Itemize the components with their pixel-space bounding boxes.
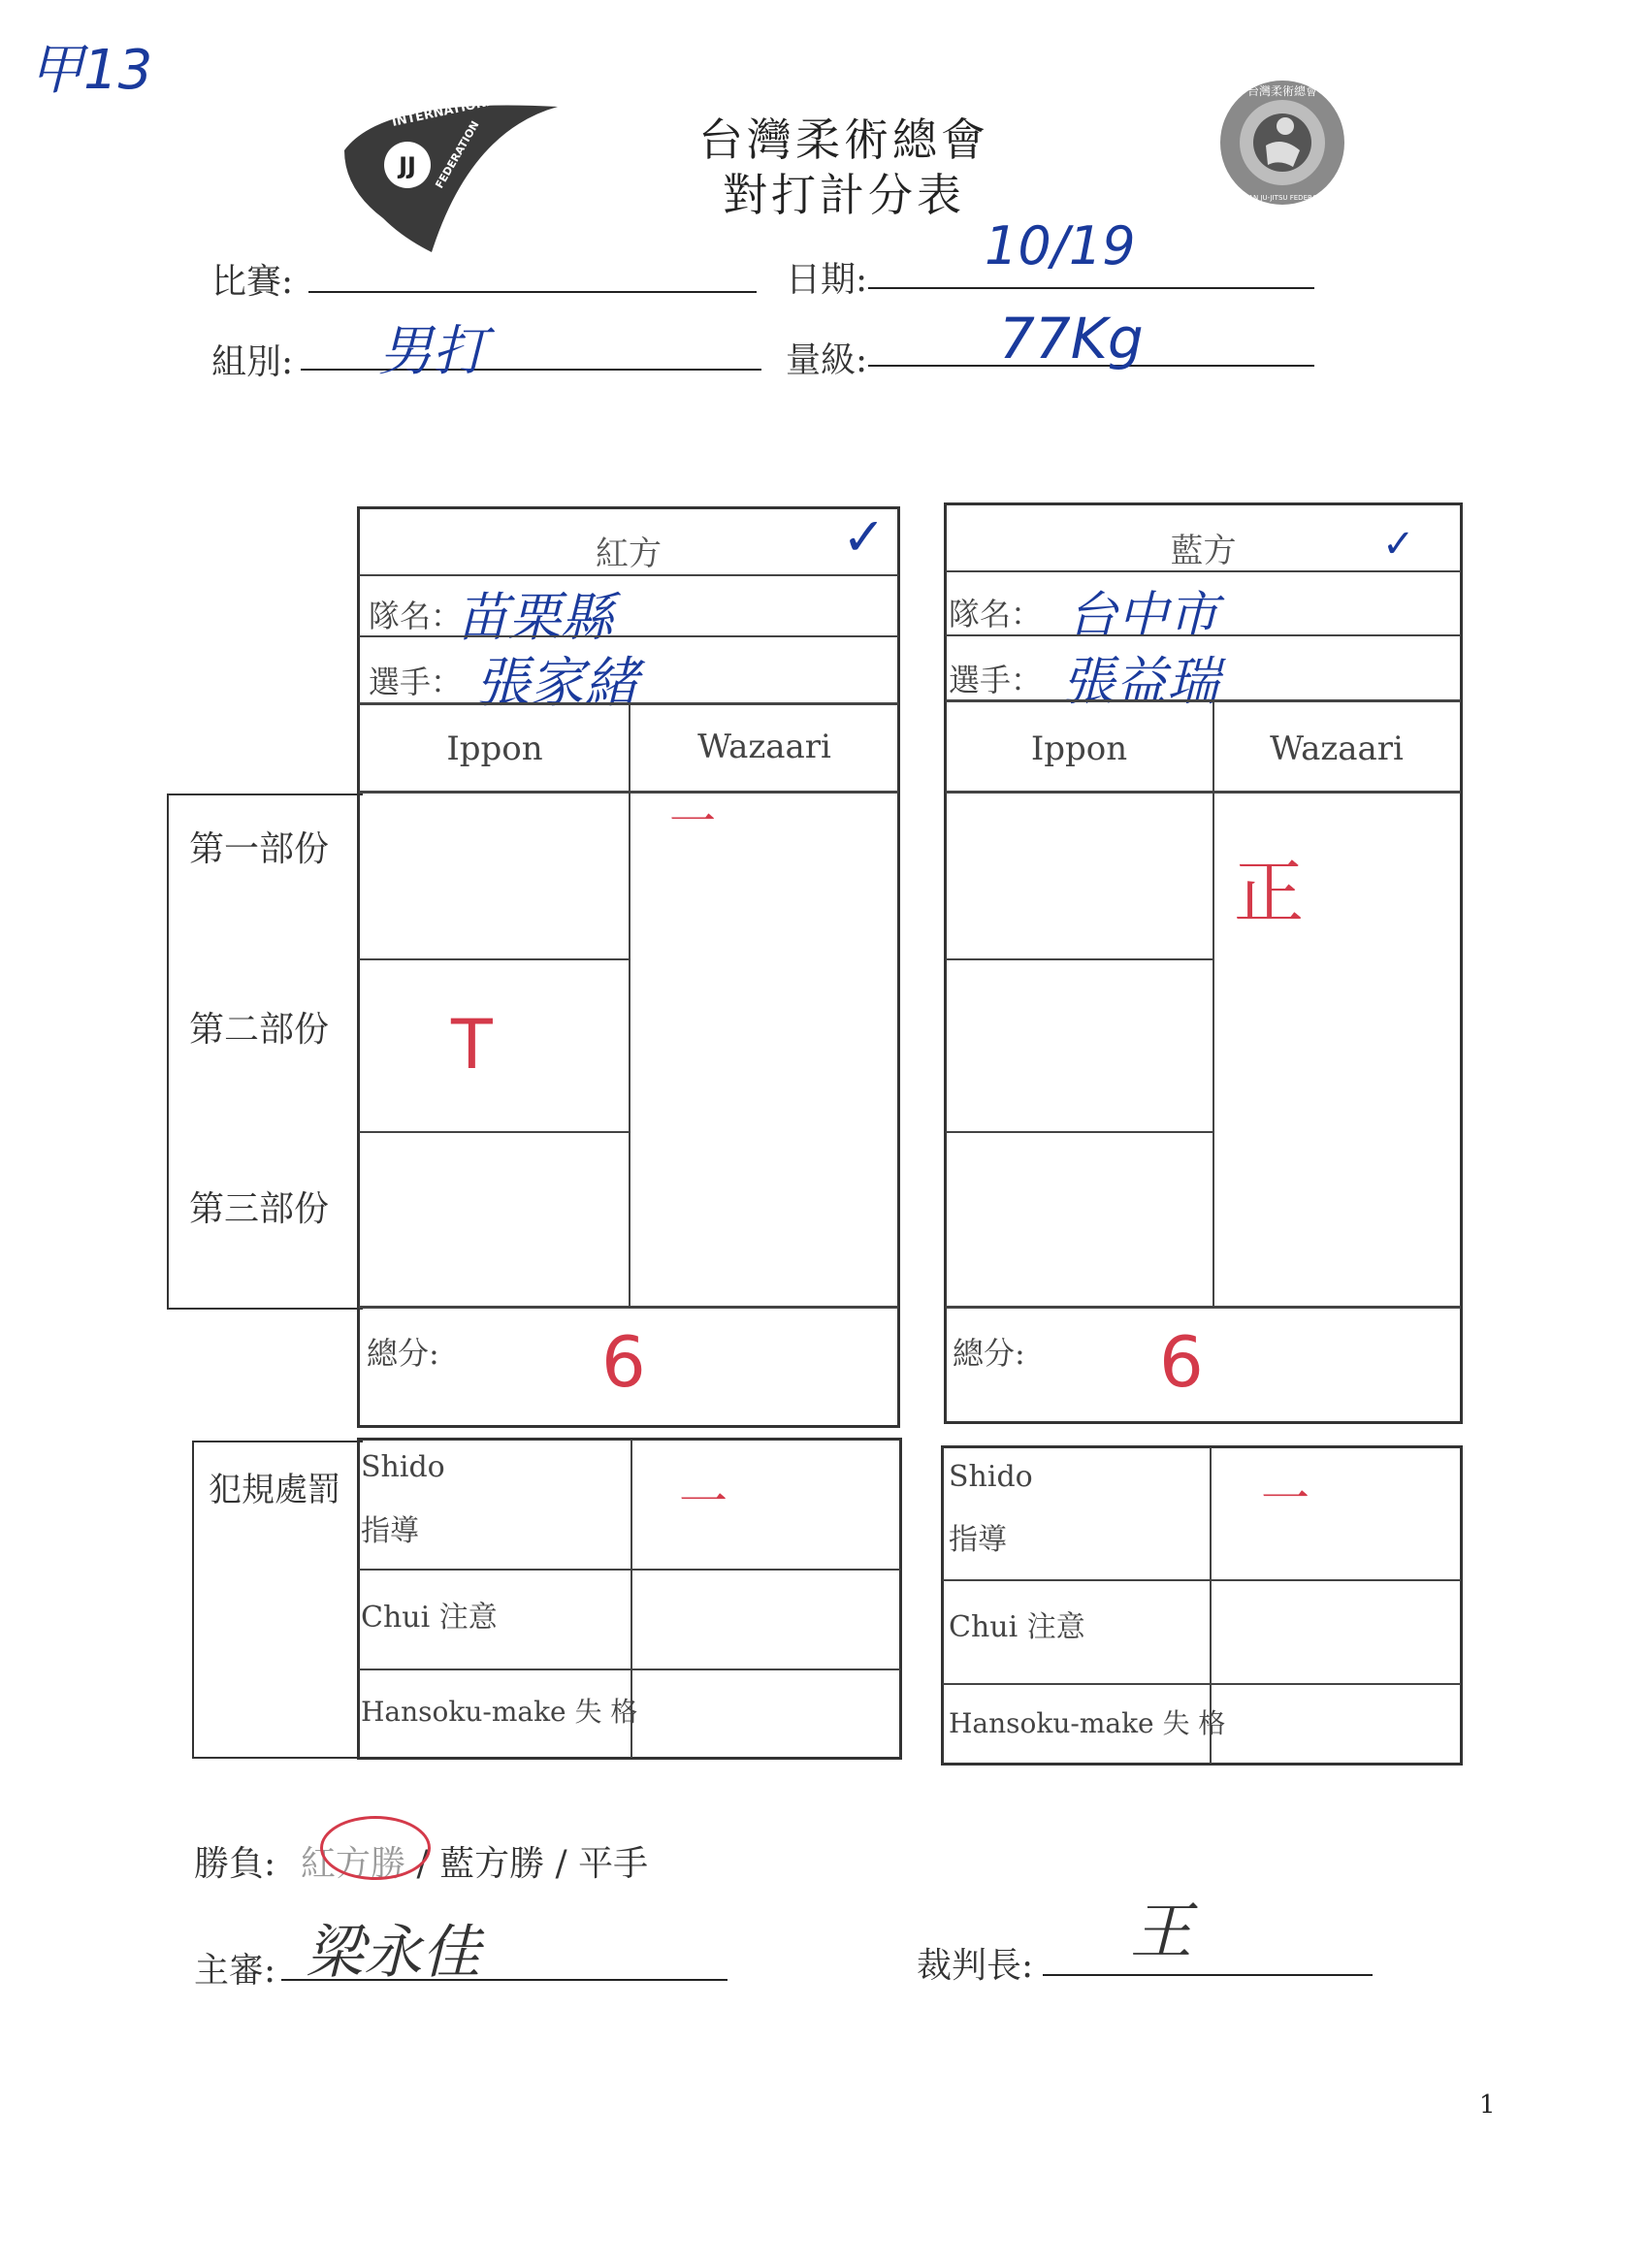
title-line-1: 台灣柔術總會 <box>698 113 989 166</box>
logo-left-text-1: INTERNATIONAL <box>390 92 505 130</box>
logo-right-text-1: 台灣柔術總會 <box>1246 84 1318 98</box>
logo-right-text-2: TAIWAN JU-JITSU FEDERATION <box>1232 194 1333 202</box>
result-option-blue[interactable]: 藍方勝 <box>439 1844 545 1884</box>
main-referee-signature: 梁永佳 <box>306 1919 480 1987</box>
blue-wazaari-mark[interactable]: 正 <box>1234 852 1305 933</box>
red-shido-label: Shido <box>361 1450 445 1484</box>
blue-chui-label: Chui 注意 <box>949 1610 1085 1644</box>
result-option-red[interactable]: 紅方勝 <box>301 1844 406 1884</box>
main-referee-label: 主審: <box>194 1951 276 1991</box>
logo-left-text-3: FEDERATION <box>433 118 482 191</box>
blue-col-ippon: Ippon <box>1030 729 1128 768</box>
blue-player-label: 選手： <box>949 662 1043 698</box>
red-check[interactable]: ✓ <box>842 506 887 567</box>
result-option-draw[interactable]: 平手 <box>578 1844 649 1884</box>
date-value: 10/19 <box>985 215 1136 276</box>
red-col-wazaari: Wazaari <box>697 728 831 766</box>
corner-note: 甲13 <box>29 39 153 102</box>
red-player-value[interactable]: 張家緒 <box>475 652 638 715</box>
blue-hansoku-label: Hansoku-make 失 格 <box>949 1707 1226 1739</box>
competition-label: 比賽: <box>211 262 294 302</box>
page-number: 1 <box>1479 2090 1496 2120</box>
blue-title: 藍方 <box>1170 532 1237 570</box>
blue-total-value[interactable]: 6 <box>1159 1321 1204 1403</box>
red-chui-label: Chui 注意 <box>361 1601 498 1635</box>
weight-label: 量級: <box>786 340 868 380</box>
blue-player-value[interactable]: 張益瑞 <box>1062 651 1219 712</box>
red-wazaari-mark[interactable]: 一 <box>669 794 717 849</box>
blue-total-label: 總分: <box>953 1335 1025 1372</box>
blue-shido-label: Shido <box>949 1460 1033 1494</box>
chief-referee-signature: 王 <box>1130 1896 1192 1968</box>
svg-text:JJ: JJ <box>399 152 416 179</box>
red-col-ippon: Ippon <box>446 729 543 768</box>
penalty-frame <box>192 1441 363 1759</box>
blue-team-value[interactable]: 台中市 <box>1067 587 1219 645</box>
red-total-value[interactable]: 6 <box>601 1321 646 1403</box>
competition-field[interactable] <box>308 291 757 293</box>
result-label: 勝負: <box>194 1844 276 1884</box>
chief-referee-label: 裁判長: <box>917 1946 1034 1986</box>
red-total-label: 總分: <box>367 1335 439 1372</box>
part-2-label: 第二部份 <box>189 1010 330 1050</box>
red-shido-label-zh: 指導 <box>361 1514 419 1548</box>
ijjf-logo <box>325 92 563 257</box>
weight-value: 77Kg <box>999 306 1144 372</box>
date-field[interactable] <box>868 287 1314 289</box>
blue-shido-value[interactable]: 一 <box>1261 1471 1310 1527</box>
red-hansoku-label: Hansoku-make 失 格 <box>361 1696 638 1728</box>
blue-check[interactable]: ✓ <box>1382 522 1415 567</box>
result-sep-1: / <box>416 1844 429 1884</box>
red-team-value[interactable]: 苗栗縣 <box>456 587 613 648</box>
blue-team-label: 隊名： <box>949 596 1043 632</box>
result-sep-2: / <box>555 1844 567 1884</box>
group-label: 組別: <box>211 342 294 382</box>
date-label: 日期: <box>786 260 868 300</box>
red-title: 紅方 <box>596 535 662 573</box>
chief-referee-field[interactable] <box>1043 1974 1373 1976</box>
part-1-label: 第一部份 <box>189 829 330 869</box>
blue-shido-label-zh: 指導 <box>949 1523 1007 1557</box>
title-line-2: 對打計分表 <box>723 169 965 221</box>
group-value: 男打 <box>378 320 487 383</box>
tjjf-logo <box>1217 78 1348 209</box>
logo-left-text-2: JU - JITSU <box>337 198 380 257</box>
part-3-label: 第三部份 <box>189 1189 330 1229</box>
red-shido-value[interactable]: 一 <box>679 1474 728 1530</box>
red-ippon-part-2[interactable]: T <box>451 1005 493 1085</box>
result-red-circle <box>320 1816 431 1880</box>
blue-col-wazaari: Wazaari <box>1270 729 1404 768</box>
red-team-label: 隊名： <box>369 598 463 634</box>
penalty-label: 犯規處罰 <box>209 1471 340 1509</box>
group-field[interactable] <box>301 369 761 371</box>
red-player-label: 選手： <box>369 664 463 700</box>
